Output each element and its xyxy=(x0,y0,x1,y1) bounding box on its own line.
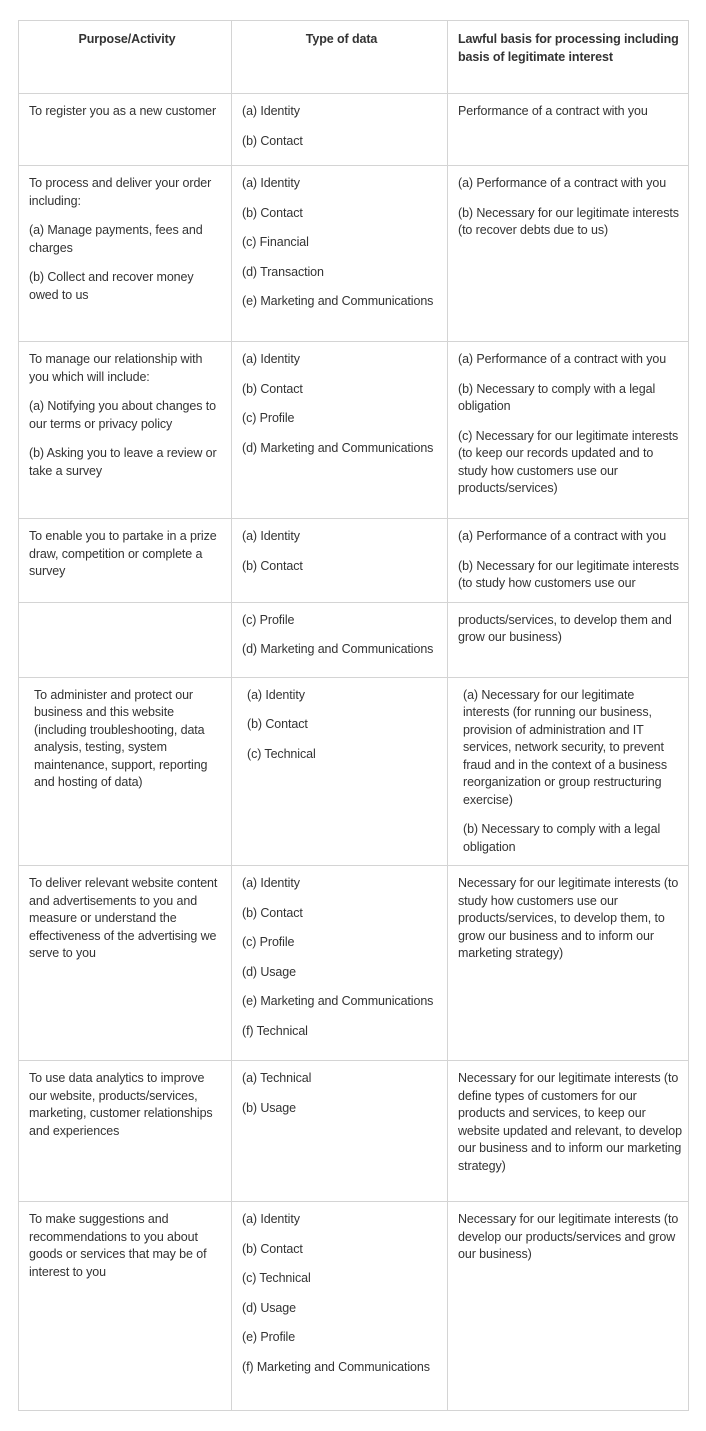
cell-paragraph: (c) Profile xyxy=(242,612,295,627)
table-row xyxy=(19,602,689,677)
table-row xyxy=(19,866,689,1061)
cell-paragraph: (d) Usage xyxy=(242,964,296,979)
cell-paragraph: Necessary for our legitimate interests (to study how customers use our products/services, to develop them, to grow our business and to inform our marketing strategy) xyxy=(458,876,679,960)
cell-paragraph: (b) Contact xyxy=(242,1241,303,1256)
purpose-cell xyxy=(19,519,232,603)
cell-paragraph: (f) Marketing and Communications xyxy=(242,1359,430,1374)
cell-paragraph: (a) Notifying you about changes to our terms or privacy policy xyxy=(29,399,216,431)
type-of-data-cell xyxy=(232,866,448,1061)
type-of-data-cell xyxy=(232,1061,448,1202)
cell-paragraph: (a) Identity xyxy=(242,104,300,118)
cell-paragraph: To process and deliver your order including: xyxy=(29,176,212,208)
cell-paragraph: To use data analytics to improve our website, products/services, marketing, customer relationships and experiences xyxy=(29,1071,213,1138)
cell-paragraph: (d) Marketing and Communications xyxy=(242,440,434,455)
purpose-cell xyxy=(19,602,232,677)
cell-paragraph: (b) Necessary to comply with a legal obligation xyxy=(463,822,661,854)
cell-paragraph: (c) Necessary for our legitimate interests (to keep our records updated and to study how customers use our products/services) xyxy=(458,428,679,495)
lawful-basis-cell xyxy=(448,519,689,603)
lawful-basis-cell xyxy=(448,677,689,866)
purpose-cell xyxy=(19,866,232,1061)
cell-paragraph: Necessary for our legitimate interests (to define types of customers for our products and services, to keep our website updated and relevant, to develop our business and to inform our marketing strategy) xyxy=(458,1071,682,1173)
lawful-basis-cell xyxy=(448,1202,689,1411)
cell-paragraph: Necessary for our legitimate interests (to develop our products/services and grow our business) xyxy=(458,1212,679,1261)
table-row xyxy=(19,1061,689,1202)
cell-paragraph: (b) Contact xyxy=(242,558,303,573)
cell-paragraph: (b) Necessary to comply with a legal obligation xyxy=(458,381,656,413)
lawful-basis-cell xyxy=(448,342,689,519)
purpose-cell xyxy=(19,1061,232,1202)
cell-paragraph: (a) Identity xyxy=(247,687,305,702)
cell-paragraph: (c) Technical xyxy=(247,746,316,761)
table-row xyxy=(19,677,689,866)
column-header-type-of-data: Type of data xyxy=(232,21,448,94)
cell-paragraph: (a) Performance of a contract with you xyxy=(458,176,667,190)
cell-paragraph: To enable you to partake in a prize draw, competition or complete a survey xyxy=(29,529,217,578)
cell-paragraph: (b) Collect and recover money owed to us xyxy=(29,270,194,302)
cell-paragraph: (c) Profile xyxy=(242,935,295,949)
type-of-data-cell xyxy=(232,519,448,603)
cell-paragraph: (d) Transaction xyxy=(242,264,324,279)
lawful-basis-cell xyxy=(448,866,689,1061)
cell-paragraph: Performance of a contract with you xyxy=(458,104,648,118)
type-of-data-cell xyxy=(232,1202,448,1411)
purpose-cell xyxy=(19,342,232,519)
table-row xyxy=(19,1202,689,1411)
cell-paragraph: (a) Identity xyxy=(242,529,300,543)
table-row xyxy=(19,519,689,603)
cell-paragraph: (f) Technical xyxy=(242,1023,308,1038)
type-of-data-cell xyxy=(232,342,448,519)
cell-paragraph: (e) Marketing and Communications xyxy=(242,294,434,308)
cell-paragraph: (c) Profile xyxy=(242,411,295,425)
purpose-cell xyxy=(19,1202,232,1411)
cell-paragraph: (b) Contact xyxy=(242,381,303,396)
header-row xyxy=(19,21,689,94)
lawful-basis-cell xyxy=(448,1061,689,1202)
cell-paragraph: To manage our relationship with you which will include: xyxy=(29,352,203,384)
cell-paragraph: (a) Manage payments, fees and charges xyxy=(29,223,203,255)
cell-paragraph: To deliver relevant website content and advertisements to you and measure or understand the effectiveness of the advertising we serve to you xyxy=(29,876,218,960)
lawful-basis-cell xyxy=(448,602,689,677)
purpose-cell xyxy=(19,166,232,342)
cell-paragraph: (b) Necessary for our legitimate interests (to recover debts due to us) xyxy=(458,205,679,237)
type-of-data-cell xyxy=(232,166,448,342)
cell-paragraph: (d) Marketing and Communications xyxy=(242,642,434,656)
column-header-purpose-activity: Purpose/Activity xyxy=(19,21,232,94)
column-header-lawful-basis: Lawful basis for processing including basis of legitimate interest xyxy=(448,21,689,94)
lawful-basis-cell xyxy=(448,94,689,166)
cell-paragraph: To administer and protect our business and this website (including troubleshooting, data analysis, testing, system maintenance, support, reporting and hosting of data) xyxy=(34,687,208,789)
cell-paragraph: (b) Contact xyxy=(247,717,308,731)
purpose-cell xyxy=(19,94,232,166)
privacy-lawful-basis-table xyxy=(18,20,689,1411)
cell-paragraph: (b) Usage xyxy=(242,1100,296,1115)
type-of-data-cell xyxy=(232,602,448,677)
cell-paragraph: (a) Identity xyxy=(242,1212,300,1226)
cell-paragraph: (b) Asking you to leave a review or take a survey xyxy=(29,446,217,478)
cell-paragraph: (a) Performance of a contract with you xyxy=(458,352,667,366)
cell-paragraph: (d) Usage xyxy=(242,1300,296,1315)
cell-paragraph: (a) Identity xyxy=(242,352,300,366)
table-row xyxy=(19,342,689,519)
type-of-data-cell xyxy=(232,677,448,866)
purpose-cell xyxy=(19,677,232,866)
cell-paragraph: (b) Contact xyxy=(242,905,303,920)
cell-paragraph: (a) Necessary for our legitimate interests (for running our business, provision of administration and IT services, network security, to prevent fraud and in the context of a business reorganization or group restructuring exercise) xyxy=(463,687,667,807)
table-row xyxy=(19,166,689,342)
cell-paragraph: products/services, to develop them and grow our business) xyxy=(458,612,672,644)
cell-paragraph: (a) Technical xyxy=(242,1071,312,1085)
table-row xyxy=(19,94,689,166)
lawful-basis-cell xyxy=(448,166,689,342)
cell-paragraph: (a) Performance of a contract with you xyxy=(458,529,667,543)
cell-paragraph: (e) Profile xyxy=(242,1330,296,1344)
cell-paragraph: (c) Technical xyxy=(242,1271,311,1285)
cell-paragraph: (a) Identity xyxy=(242,176,300,190)
cell-paragraph: (a) Identity xyxy=(242,876,300,890)
cell-paragraph: (e) Marketing and Communications xyxy=(242,994,434,1008)
type-of-data-cell xyxy=(232,94,448,166)
cell-paragraph: To make suggestions and recommendations to you about goods or services that may be of interest to you xyxy=(29,1212,207,1279)
cell-paragraph: To register you as a new customer xyxy=(29,104,217,118)
cell-paragraph: (b) Contact xyxy=(242,133,303,148)
cell-paragraph: (b) Necessary for our legitimate interests (to study how customers use our xyxy=(458,558,679,590)
cell-paragraph: (c) Financial xyxy=(242,235,309,249)
cell-paragraph: (b) Contact xyxy=(242,205,303,220)
